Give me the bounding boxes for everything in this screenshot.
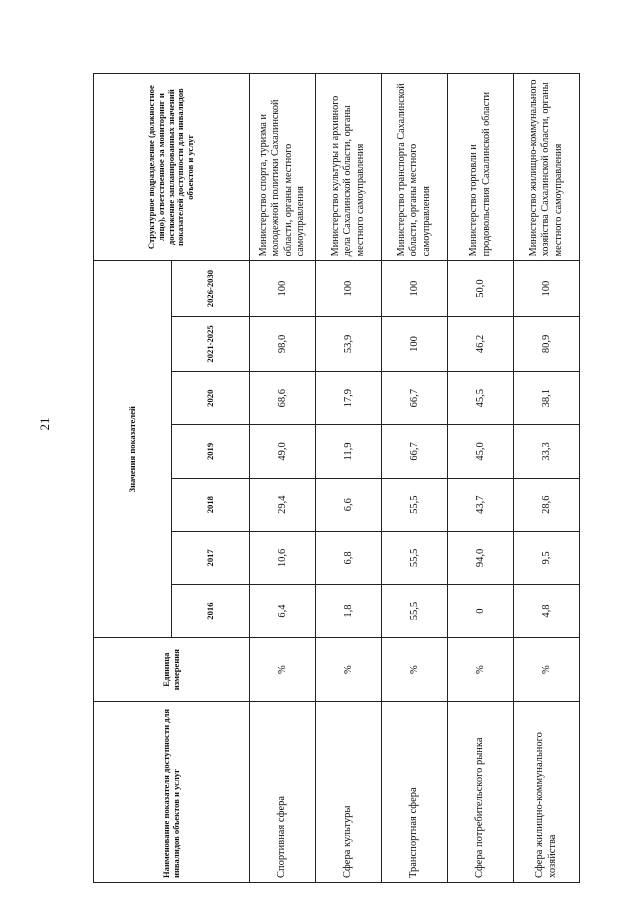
header-year: 2019	[172, 425, 250, 478]
row-value: 94,0	[448, 531, 514, 584]
row-unit: %	[382, 638, 448, 702]
header-year: 2016	[172, 584, 250, 637]
header-unit: Единица измерения	[94, 638, 250, 702]
table-row	[250, 74, 316, 883]
header-year: 2021-2025	[172, 316, 250, 371]
table-row	[448, 74, 514, 883]
row-value: 100	[316, 261, 382, 316]
row-value: 28,6	[514, 478, 580, 531]
row-responsible: Министерство жилищно-коммунального хозяйства Сахалинской области, органы местного самоуправления	[514, 74, 580, 261]
table-row	[514, 74, 580, 883]
row-unit: %	[514, 638, 580, 702]
row-value: 0	[448, 584, 514, 637]
row-indicator-name: Сфера потребительского рынка	[448, 702, 514, 883]
row-value: 55,5	[382, 584, 448, 637]
header-year: 2018	[172, 478, 250, 531]
row-value: 49,0	[250, 425, 316, 478]
row-value: 46,2	[448, 316, 514, 371]
header-values-group: Значения показателей	[94, 261, 172, 638]
row-value: 45,0	[448, 425, 514, 478]
header-responsible: Структурное подразделение (должностное лицо), ответственное за мониторинг и достижение запланированных значений показателей доступности для инвалидов объектов и услуг	[94, 74, 250, 261]
row-value: 1,8	[316, 584, 382, 637]
row-indicator-name: Спортивная сфера	[250, 702, 316, 883]
row-indicator-name: Сфера культуры	[316, 702, 382, 883]
row-unit: %	[448, 638, 514, 702]
row-value: 43,7	[448, 478, 514, 531]
header-year: 2017	[172, 531, 250, 584]
row-value: 4,8	[514, 584, 580, 637]
row-indicator-name: Сфера жилищно-коммунального хозяйства	[514, 702, 580, 883]
row-unit: %	[250, 638, 316, 702]
row-responsible: Министерство спорта, туризма и молодежной политики Сахалинской области, органы местного самоуправления	[250, 74, 316, 261]
header-indicator-name: Наименование показателя доступности для инвалидов объектов и услуг	[94, 702, 250, 883]
row-value: 45,5	[448, 372, 514, 425]
row-value: 10,6	[250, 531, 316, 584]
row-value: 6,4	[250, 584, 316, 637]
row-value: 68,6	[250, 372, 316, 425]
header-year: 2026-2030	[172, 261, 250, 316]
row-value: 55,5	[382, 478, 448, 531]
row-value: 50,0	[448, 261, 514, 316]
row-value: 53,9	[316, 316, 382, 371]
row-value: 66,7	[382, 372, 448, 425]
row-responsible: Министерство культуры и архивного дела Сахалинской области, органы местного самоуправления	[316, 74, 382, 261]
row-responsible: Министерство транспорта Сахалинской области, органы местного самоуправления	[382, 74, 448, 261]
row-value: 55,5	[382, 531, 448, 584]
row-value: 29,4	[250, 478, 316, 531]
table-row	[316, 74, 382, 883]
row-indicator-name: Транспортная сфера	[382, 702, 448, 883]
row-value: 9,5	[514, 531, 580, 584]
row-responsible: Министерство торговли и продовольствия Сахалинской области	[448, 74, 514, 261]
row-value: 100	[250, 261, 316, 316]
row-value: 100	[382, 261, 448, 316]
page-number: 21	[37, 417, 52, 431]
row-value: 11,9	[316, 425, 382, 478]
row-value: 33,3	[514, 425, 580, 478]
row-value: 6,8	[316, 531, 382, 584]
row-value: 6,6	[316, 478, 382, 531]
row-value: 66,7	[382, 425, 448, 478]
row-value: 98,0	[250, 316, 316, 371]
row-value: 17,9	[316, 372, 382, 425]
header-year: 2020	[172, 372, 250, 425]
table-row	[382, 74, 448, 883]
rotated-table-container	[93, 73, 577, 883]
indicators-table	[93, 73, 580, 883]
row-value: 38,1	[514, 372, 580, 425]
row-unit: %	[316, 638, 382, 702]
row-value: 100	[382, 316, 448, 371]
row-value: 80,9	[514, 316, 580, 371]
row-value: 100	[514, 261, 580, 316]
